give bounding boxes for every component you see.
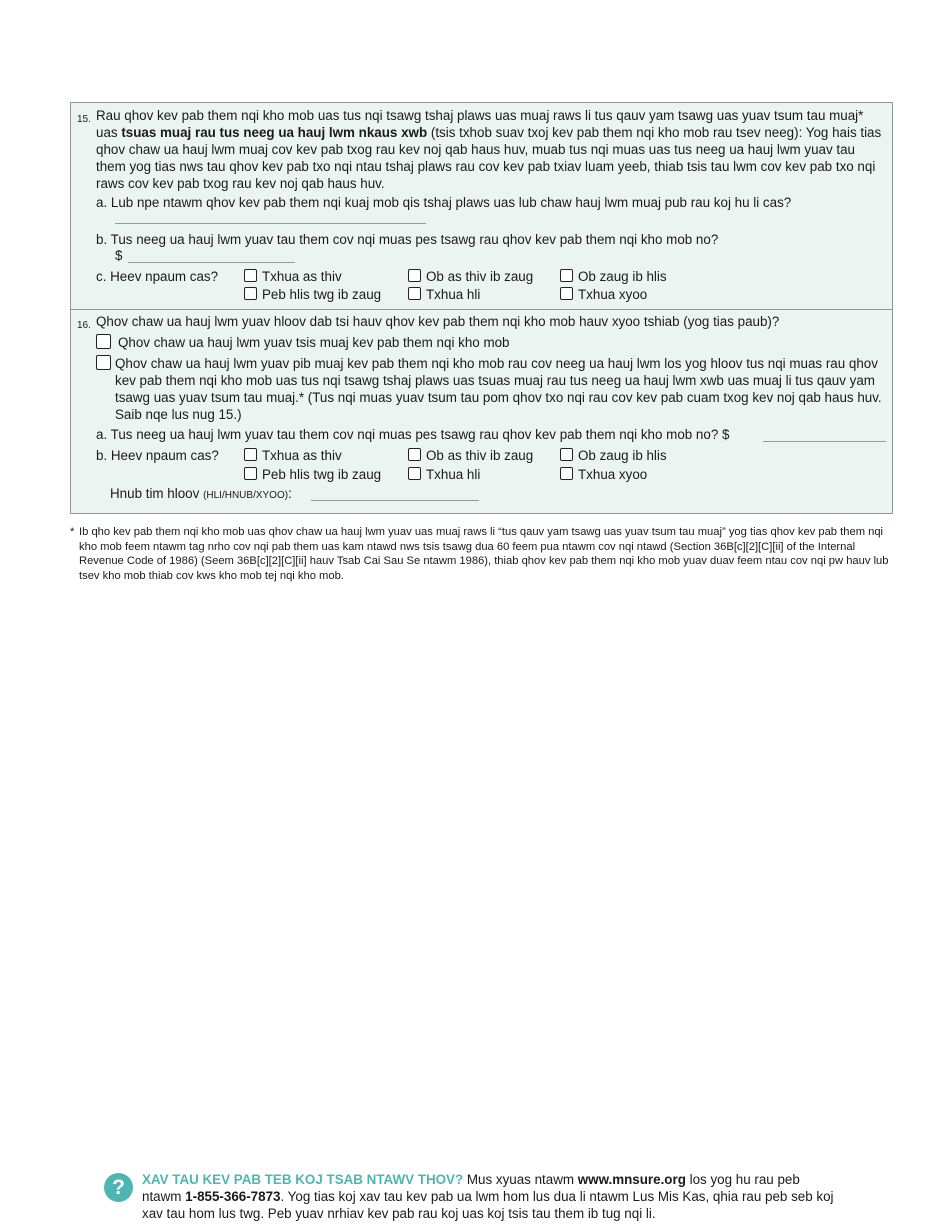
checkbox-yearly[interactable] [560,287,573,300]
option-label: Txhua as thiv [262,448,342,463]
option-label: Txhua as thiv [262,269,342,284]
option-label: Ob as thiv ib zaug [426,448,534,463]
option-label: Txhua hli [426,287,481,302]
option-label: Txhua xyoo [578,467,648,482]
footnote-mark: * [70,526,75,538]
q16b-label: b. Heev npaum cas? [96,448,219,463]
question-16-section [70,309,893,514]
question-number: 16. [77,320,91,331]
question-15-intro: Rau qhov kev pab them nqi kho mob uas tus nqi tsawg tshaj plaws uas muaj raws li tus qauv yam tsawg uas yuav tsum tau muaj* uas tsuas muaj rau tus neeg ua hauj lwm nkaus xwb (tsis txhob suav txoj kev pab them nqi kho mob rau tsev neeg): Yog hais tias qhov chaw ua hauj lwm muaj cov kev pab txog rau kev noj qab haus huv, muab tus nqi muas uas tus neeg ua hauj lwm yuav tau them yog tias nws tau qhov kev pab txo nqi ntau tshaj plaws rau cov kev pab txiav luam yeeb, thiab tsis tau lwm cov kev pab txo nqi raws cov kev pab txog rau kev noj qab haus huv. [96,108,882,191]
phone-number[interactable]: 1-855-366-7873 [185,1189,281,1204]
footnote-text: Ib qho kev pab them nqi kho mob uas qhov chaw ua hauj lwm yuav uas muaj raws li “tus qauv yam tsawg uas yuav tsum tau muaj” yog tias qhov kev pab them nqi kho mob feem ntawm tag nrho cov nqi pab them uas kam ntawd nws tsis tsawg dua 60 feem pua ntawm cov nqi ntawd (Section 36B[c][2][C][ii] of the Internal Revenue Code of 1986) (Seem 36B[c][2][C][ii] hauv Tsab Cai Sau Se ntawm 1986), thiab qhov kev pab them nqi kho mob yuav duav feem ntau cov nqi pw hauv lub tsev kho mob thiab cov kws kho mob tej nqi kho mob. [79,526,889,582]
change-date-label: Hnub tim hloov (HLI/HNUB/XYOO): [110,486,292,501]
q16a-label: a. Tus neeg ua hauj lwm yuav tau them cov nqi muas pes tsawg rau qhov kev pab them nqi kho mob no? $ [96,427,730,442]
checkbox-no-coverage[interactable] [96,334,111,349]
q15b-label: b. Tus neeg ua hauj lwm yuav tau them cov nqi muas pes tsawg rau qhov kev pab them nqi kho mob no? [96,232,719,247]
change-date-field[interactable] [311,500,479,501]
dollar-sign: $ [115,248,123,263]
option-label: Txhua hli [426,467,481,482]
question-15-section [70,102,893,310]
option-label: Ob as thiv ib zaug [426,269,534,284]
checkbox-biweekly[interactable] [408,448,421,461]
option-label: Ob zaug ib hlis [578,269,667,284]
option-label: Txhua xyoo [578,287,648,302]
q15a-label: a. Lub npe ntawm qhov kev pab them nqi kuaj mob qis tshaj plaws uas lub chaw hauj lwm muaj pub rau koj hu li cas? [96,195,792,210]
checkbox-twice-monthly[interactable] [560,269,573,282]
question-16-text: Qhov chaw ua hauj lwm yuav hloov dab tsi hauv qhov kev pab them nqi kho mob hauv xyoo tshiab (yog tias paub)? [96,314,780,329]
help-footer-text: XAV TAU KEV PAB TEB KOJ TSAB NTAWV THOV? Mus xyuas ntawm www.mnsure.org los yog hu rau peb ntawm 1-855-366-7873. Yog tias koj xav tau kev pab ua lwm hom lus dua li ntawm Lus Mis Kas, qhia rau peb seb koj xav tau hom lus twg. Peb yuav nrhiav kev pab rau koj uas koj tsis tau them ib tug nqi li. [142,1172,834,1221]
checkbox-start-or-change-coverage[interactable] [96,355,111,370]
checkbox-yearly[interactable] [560,467,573,480]
checkbox-weekly[interactable] [244,448,257,461]
checkbox-quarterly[interactable] [244,287,257,300]
checkbox-quarterly[interactable] [244,467,257,480]
checkbox-weekly[interactable] [244,269,257,282]
checkbox-monthly[interactable] [408,467,421,480]
option-label: Ob zaug ib hlis [578,448,667,463]
website-link[interactable]: www.mnsure.org [577,1172,686,1187]
option-change-coverage-label: Qhov chaw ua hauj lwm yuav pib muaj kev pab them nqi kho mob rau cov neeg ua hauj lwm los yog hloov tus nqi muas rau qhov kev pab them nqi kho mob uas tus nqi tsawg tshaj plaws uas tsuas muaj rau tus neeg ua hauj lwm xwb uas muaj li tus qauv yam tsawg uas yuav tsum tau muaj.* (Tus nqi muas yuav tsum tau pom qhov txo nqi rau cov kev pab cuam txog kev noj qab haus huv. Saib nqe lus nug 15.) [115,356,882,422]
checkbox-biweekly[interactable] [408,269,421,282]
question-mark-icon: ? [104,1173,133,1202]
q16a-premium-field[interactable] [763,441,886,442]
checkbox-twice-monthly[interactable] [560,448,573,461]
option-label: Peb hlis twg ib zaug [262,467,382,482]
question-number: 15. [77,114,91,125]
checkbox-monthly[interactable] [408,287,421,300]
option-no-coverage-label: Qhov chaw ua hauj lwm yuav tsis muaj kev pab them nqi kho mob [118,335,510,350]
help-heading: XAV TAU KEV PAB TEB KOJ TSAB NTAWV THOV? [142,1172,464,1187]
q15c-label: c. Heev npaum cas? [96,269,219,284]
q15b-premium-field[interactable] [128,262,295,263]
q15a-plan-name-field[interactable] [115,223,426,224]
option-label: Peb hlis twg ib zaug [262,287,382,302]
